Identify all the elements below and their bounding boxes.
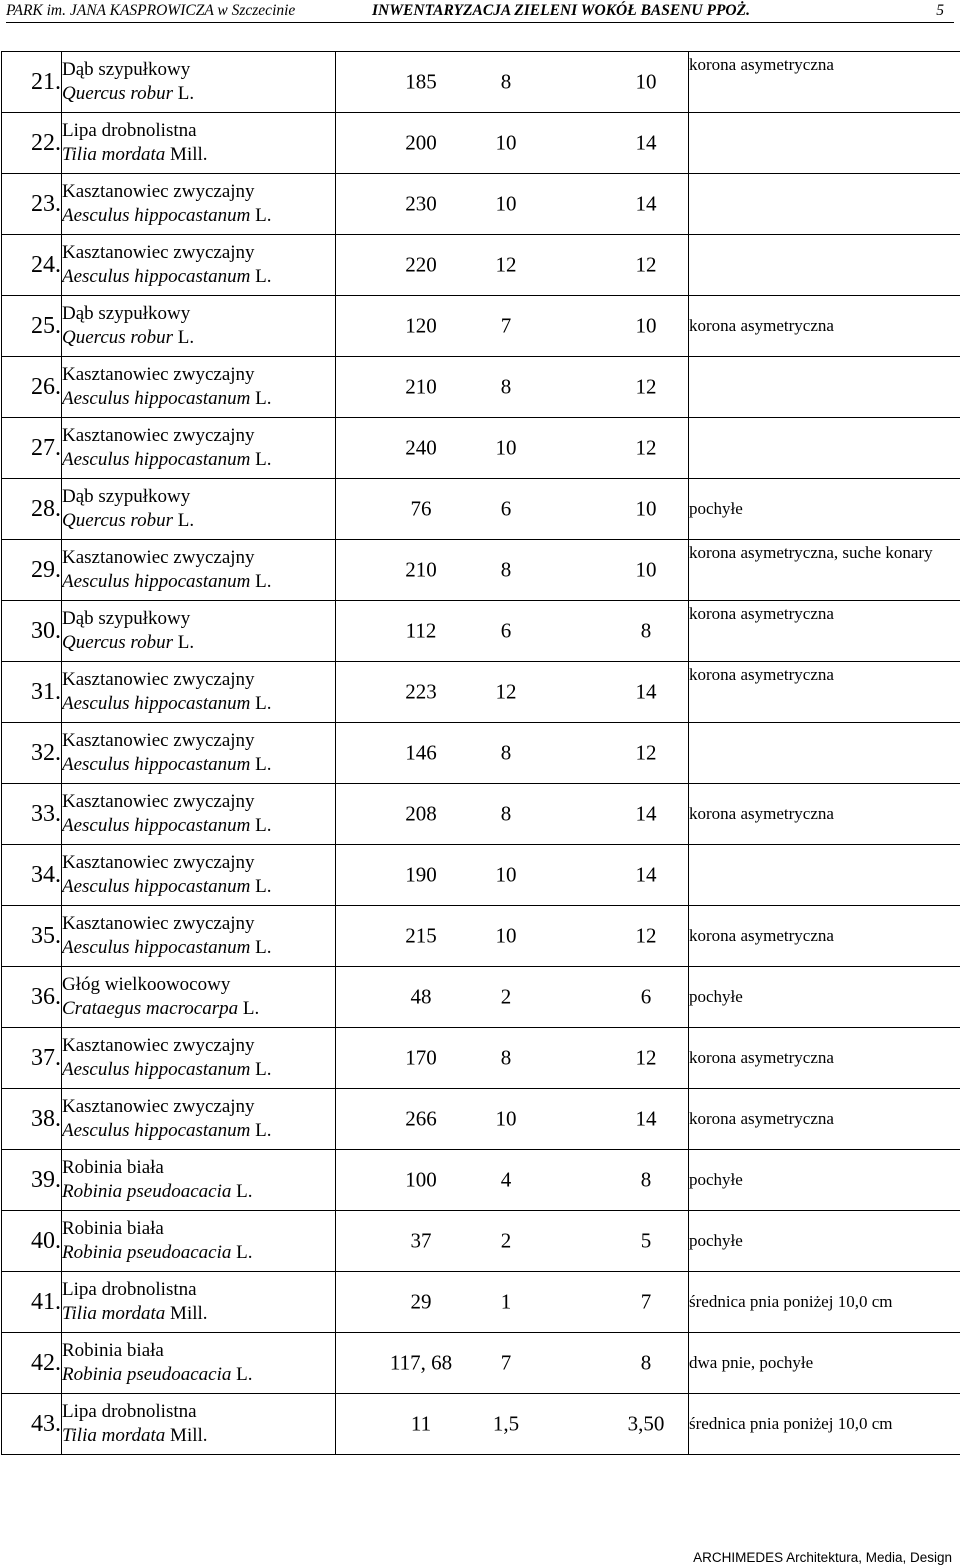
species-cell [62, 906, 336, 967]
species-polish-name: Kasztanowiec zwyczajny [62, 181, 255, 202]
species-latin-name [62, 1363, 335, 1387]
species-polish-name: Dąb szypułkowy [62, 59, 191, 80]
measurements-cell [336, 1150, 689, 1211]
species-cell [62, 1211, 336, 1272]
species-latin-binomial: Robinia pseudoacacia [62, 1181, 232, 1202]
tree-number: 24. [2, 235, 62, 296]
species-author: L. [255, 449, 272, 470]
species-author: L. [255, 1120, 272, 1141]
species-author: L. [255, 266, 272, 287]
species-author: L. [177, 632, 195, 653]
species-latin-name [62, 265, 335, 289]
species-latin-binomial: Quercus robur [62, 327, 174, 348]
table-row [2, 235, 960, 296]
table-row [2, 418, 960, 479]
species-latin-binomial: Aesculus hippocastanum [62, 449, 251, 470]
species-latin-binomial: Quercus robur [62, 632, 174, 653]
measurements-cell [336, 1272, 689, 1333]
remarks: dwa pnie, pochyłe [689, 1333, 960, 1394]
remarks: średnica pnia poniżej 10,0 cm [689, 1272, 960, 1333]
trunk-circumference: 112 [405, 618, 437, 643]
species-author: L. [255, 571, 272, 592]
crown-diameter: 10 [495, 435, 517, 460]
crown-diameter: 10 [495, 862, 517, 887]
remarks: pochyłe [689, 1211, 960, 1272]
table-row [2, 662, 960, 723]
species-polish-name: Robinia biała [62, 1340, 164, 1361]
species-cell [62, 540, 336, 601]
species-polish-name: Lipa drobnolistna [62, 1401, 197, 1422]
species-author: L. [255, 815, 272, 836]
crown-diameter: 10 [495, 1106, 517, 1131]
species-author: L. [255, 693, 272, 714]
crown-diameter: 1 [500, 1289, 512, 1314]
species-author: Mill. [170, 1425, 208, 1446]
species-cell [62, 1394, 336, 1455]
species-latin-name [62, 448, 335, 472]
tree-number: 27. [2, 418, 62, 479]
remarks: średnica pnia poniżej 10,0 cm [689, 1394, 960, 1455]
species-latin-binomial: Aesculus hippocastanum [62, 876, 251, 897]
species-author: Mill. [170, 1303, 208, 1324]
crown-diameter: 2 [500, 984, 512, 1009]
species-latin-name [62, 1424, 335, 1448]
species-polish-name: Kasztanowiec zwyczajny [62, 852, 255, 873]
measurements-cell [336, 418, 689, 479]
species-latin-binomial: Tilia mordata [62, 144, 166, 165]
tree-number: 23. [2, 174, 62, 235]
species-latin-name [62, 631, 335, 655]
tree-height: 14 [635, 130, 657, 155]
tree-height: 14 [635, 862, 657, 887]
species-cell [62, 1028, 336, 1089]
species-polish-name: Kasztanowiec zwyczajny [62, 547, 255, 568]
species-cell [62, 113, 336, 174]
tree-number: 33. [2, 784, 62, 845]
remarks [689, 174, 960, 235]
species-latin-name [62, 326, 335, 350]
tree-height: 14 [635, 191, 657, 216]
species-author: L. [242, 998, 260, 1019]
tree-number: 41. [2, 1272, 62, 1333]
measurements-cell [336, 723, 689, 784]
remarks [689, 418, 960, 479]
species-polish-name: Lipa drobnolistna [62, 1279, 197, 1300]
measurements-cell [336, 662, 689, 723]
species-polish-name: Kasztanowiec zwyczajny [62, 1096, 255, 1117]
species-polish-name: Kasztanowiec zwyczajny [62, 425, 255, 446]
measurements-cell [336, 52, 689, 113]
table-row [2, 113, 960, 174]
remarks: korona asymetryczna [689, 784, 960, 845]
species-latin-name [62, 1058, 335, 1082]
species-author: L. [177, 83, 195, 104]
measurements-cell [336, 174, 689, 235]
measurements-cell [336, 1394, 689, 1455]
measurements-cell [336, 845, 689, 906]
tree-number: 42. [2, 1333, 62, 1394]
crown-diameter: 12 [495, 679, 517, 704]
species-author: L. [255, 937, 272, 958]
tree-height: 7 [640, 1289, 652, 1314]
tree-number: 22. [2, 113, 62, 174]
trunk-circumference: 240 [405, 435, 437, 460]
crown-diameter: 6 [500, 618, 512, 643]
remarks: korona asymetryczna [689, 1089, 960, 1150]
remarks: korona asymetryczna [689, 296, 960, 357]
table-row [2, 845, 960, 906]
species-author: L. [255, 876, 272, 897]
species-author: L. [236, 1181, 253, 1202]
tree-number: 31. [2, 662, 62, 723]
tree-height: 10 [635, 69, 657, 94]
measurements-cell [336, 1028, 689, 1089]
measurements-cell [336, 479, 689, 540]
species-latin-binomial: Aesculus hippocastanum [62, 1059, 251, 1080]
crown-diameter: 7 [500, 1350, 512, 1375]
tree-height: 8 [640, 1350, 652, 1375]
tree-height: 14 [635, 1106, 657, 1131]
tree-height: 6 [640, 984, 652, 1009]
table-row [2, 357, 960, 418]
remarks: korona asymetryczna, suche konary [689, 540, 960, 601]
species-cell [62, 845, 336, 906]
species-polish-name: Kasztanowiec zwyczajny [62, 791, 255, 812]
trunk-circumference: 37 [410, 1228, 432, 1253]
species-latin-binomial: Aesculus hippocastanum [62, 937, 251, 958]
species-latin-name [62, 387, 335, 411]
species-cell [62, 357, 336, 418]
crown-diameter: 8 [500, 740, 512, 765]
species-polish-name: Robinia biała [62, 1218, 164, 1239]
species-latin-binomial: Aesculus hippocastanum [62, 388, 251, 409]
species-polish-name: Dąb szypułkowy [62, 486, 191, 507]
table-row [2, 601, 960, 662]
crown-diameter: 2 [500, 1228, 512, 1253]
species-latin-name [62, 1241, 335, 1265]
measurements-cell [336, 601, 689, 662]
measurements-cell [336, 540, 689, 601]
measurements-cell [336, 357, 689, 418]
species-cell [62, 723, 336, 784]
table-row [2, 1211, 960, 1272]
table-row [2, 1333, 960, 1394]
tree-height: 14 [635, 801, 657, 826]
species-latin-name [62, 875, 335, 899]
footer-company: ARCHIMEDES Architektura, Media, Design [693, 1550, 952, 1565]
remarks [689, 357, 960, 418]
trunk-circumference: 200 [405, 130, 437, 155]
species-polish-name: Kasztanowiec zwyczajny [62, 364, 255, 385]
species-cell [62, 1089, 336, 1150]
tree-number: 40. [2, 1211, 62, 1272]
species-cell [62, 967, 336, 1028]
crown-diameter: 8 [500, 1045, 512, 1070]
measurements-cell [336, 1089, 689, 1150]
species-latin-name [62, 204, 335, 228]
tree-inventory-table [1, 51, 960, 1455]
table-row [2, 1150, 960, 1211]
trunk-circumference: 210 [405, 374, 437, 399]
species-latin-binomial: Aesculus hippocastanum [62, 266, 251, 287]
species-latin-binomial: Aesculus hippocastanum [62, 693, 251, 714]
species-author: L. [255, 205, 272, 226]
tree-height: 12 [635, 740, 657, 765]
species-polish-name: Dąb szypułkowy [62, 608, 191, 629]
species-author: L. [255, 1059, 272, 1080]
tree-height: 8 [640, 618, 652, 643]
species-cell [62, 784, 336, 845]
trunk-circumference: 210 [405, 557, 437, 582]
crown-diameter: 6 [500, 496, 512, 521]
trunk-circumference: 29 [410, 1289, 432, 1314]
measurements-cell [336, 235, 689, 296]
trunk-circumference: 76 [410, 496, 432, 521]
crown-diameter: 4 [500, 1167, 512, 1192]
remarks: pochyłe [689, 967, 960, 1028]
table-row [2, 479, 960, 540]
trunk-circumference: 215 [405, 923, 437, 948]
species-latin-name [62, 1119, 335, 1143]
species-polish-name: Głóg wielkoowocowy [62, 974, 231, 995]
species-latin-binomial: Robinia pseudoacacia [62, 1364, 232, 1385]
trunk-circumference: 117, 68 [389, 1350, 453, 1375]
species-polish-name: Robinia biała [62, 1157, 164, 1178]
trunk-circumference: 11 [410, 1411, 432, 1436]
species-cell [62, 52, 336, 113]
species-author: L. [236, 1364, 253, 1385]
trunk-circumference: 146 [405, 740, 437, 765]
crown-diameter: 10 [495, 130, 517, 155]
crown-diameter: 8 [500, 801, 512, 826]
species-author: Mill. [170, 144, 208, 165]
header-park-name: PARK im. JANA KASPROWICZA w Szczecinie [6, 2, 296, 19]
species-polish-name: Kasztanowiec zwyczajny [62, 913, 255, 934]
species-cell [62, 296, 336, 357]
page-header [6, 0, 954, 23]
species-latin-binomial: Quercus robur [62, 510, 174, 531]
table-row [2, 540, 960, 601]
species-cell [62, 235, 336, 296]
crown-diameter: 7 [500, 313, 512, 338]
species-latin-name [62, 143, 335, 167]
tree-height: 12 [635, 923, 657, 948]
crown-diameter: 12 [495, 252, 517, 277]
measurements-cell [336, 906, 689, 967]
table-row [2, 1089, 960, 1150]
measurements-cell [336, 296, 689, 357]
tree-height: 12 [635, 252, 657, 277]
species-cell [62, 174, 336, 235]
tree-number: 30. [2, 601, 62, 662]
remarks: korona asymetryczna [689, 662, 960, 723]
species-polish-name: Dąb szypułkowy [62, 303, 191, 324]
trunk-circumference: 170 [405, 1045, 437, 1070]
species-polish-name: Kasztanowiec zwyczajny [62, 730, 255, 751]
table-row [2, 296, 960, 357]
remarks: korona asymetryczna [689, 601, 960, 662]
crown-diameter: 8 [500, 374, 512, 399]
species-cell [62, 1272, 336, 1333]
tree-height: 10 [635, 557, 657, 582]
tree-height: 5 [640, 1228, 652, 1253]
tree-number: 37. [2, 1028, 62, 1089]
trunk-circumference: 190 [405, 862, 437, 887]
tree-number: 38. [2, 1089, 62, 1150]
remarks: pochyłe [689, 1150, 960, 1211]
species-cell [62, 662, 336, 723]
species-author: L. [236, 1242, 253, 1263]
table-row [2, 52, 960, 113]
remarks [689, 723, 960, 784]
tree-number: 26. [2, 357, 62, 418]
trunk-circumference: 185 [405, 69, 437, 94]
species-latin-name [62, 570, 335, 594]
tree-number: 28. [2, 479, 62, 540]
species-latin-binomial: Robinia pseudoacacia [62, 1242, 232, 1263]
measurements-cell [336, 967, 689, 1028]
table-row [2, 906, 960, 967]
header-document-title: INWENTARYZACJA ZIELENI WOKÓŁ BASENU PPOŻ. [372, 2, 750, 19]
trunk-circumference: 220 [405, 252, 437, 277]
tree-height: 12 [635, 435, 657, 460]
crown-diameter: 1,5 [492, 1411, 520, 1436]
table-row [2, 1394, 960, 1455]
tree-number: 34. [2, 845, 62, 906]
tree-number: 39. [2, 1150, 62, 1211]
species-latin-binomial: Aesculus hippocastanum [62, 571, 251, 592]
species-author: L. [177, 510, 195, 531]
measurements-cell [336, 1211, 689, 1272]
trunk-circumference: 120 [405, 313, 437, 338]
species-latin-name [62, 997, 335, 1021]
remarks: pochyłe [689, 479, 960, 540]
tree-height: 14 [635, 679, 657, 704]
species-latin-name [62, 82, 335, 106]
tree-height: 12 [635, 1045, 657, 1070]
species-latin-binomial: Crataegus macrocarpa [62, 998, 239, 1019]
tree-height: 3,50 [627, 1411, 665, 1436]
trunk-circumference: 208 [405, 801, 437, 826]
table-row [2, 967, 960, 1028]
species-cell [62, 479, 336, 540]
crown-diameter: 10 [495, 923, 517, 948]
tree-number: 36. [2, 967, 62, 1028]
species-latin-name [62, 1302, 335, 1326]
species-latin-name [62, 509, 335, 533]
species-latin-binomial: Tilia mordata [62, 1425, 166, 1446]
tree-height: 8 [640, 1167, 652, 1192]
species-latin-binomial: Quercus robur [62, 83, 174, 104]
remarks: korona asymetryczna [689, 1028, 960, 1089]
species-latin-binomial: Aesculus hippocastanum [62, 1120, 251, 1141]
remarks: korona asymetryczna [689, 52, 960, 113]
tree-number: 35. [2, 906, 62, 967]
species-latin-name [62, 936, 335, 960]
species-polish-name: Kasztanowiec zwyczajny [62, 669, 255, 690]
trunk-circumference: 266 [405, 1106, 437, 1131]
measurements-cell [336, 784, 689, 845]
crown-diameter: 8 [500, 557, 512, 582]
tree-number: 29. [2, 540, 62, 601]
species-latin-name [62, 814, 335, 838]
species-latin-name [62, 692, 335, 716]
tree-height: 10 [635, 496, 657, 521]
remarks [689, 845, 960, 906]
table-row [2, 723, 960, 784]
tree-height: 10 [635, 313, 657, 338]
trunk-circumference: 100 [405, 1167, 437, 1192]
species-cell [62, 1333, 336, 1394]
trunk-circumference: 230 [405, 191, 437, 216]
tree-number: 43. [2, 1394, 62, 1455]
species-cell [62, 1150, 336, 1211]
table-row [2, 784, 960, 845]
species-cell [62, 601, 336, 662]
table-row [2, 1028, 960, 1089]
species-latin-binomial: Aesculus hippocastanum [62, 815, 251, 836]
tree-number: 32. [2, 723, 62, 784]
species-latin-name [62, 753, 335, 777]
species-author: L. [255, 754, 272, 775]
species-author: L. [177, 327, 195, 348]
remarks [689, 113, 960, 174]
crown-diameter: 8 [500, 69, 512, 94]
species-latin-name [62, 1180, 335, 1204]
table-row [2, 174, 960, 235]
species-latin-binomial: Aesculus hippocastanum [62, 205, 251, 226]
species-polish-name: Lipa drobnolistna [62, 120, 197, 141]
tree-height: 12 [635, 374, 657, 399]
species-latin-binomial: Tilia mordata [62, 1303, 166, 1324]
measurements-cell [336, 1333, 689, 1394]
crown-diameter: 10 [495, 191, 517, 216]
trunk-circumference: 223 [405, 679, 437, 704]
remarks: korona asymetryczna [689, 906, 960, 967]
species-polish-name: Kasztanowiec zwyczajny [62, 242, 255, 263]
species-author: L. [255, 388, 272, 409]
species-cell [62, 418, 336, 479]
measurements-cell [336, 113, 689, 174]
page-number: 5 [936, 2, 944, 19]
trunk-circumference: 48 [410, 984, 432, 1009]
remarks [689, 235, 960, 296]
tree-number: 21. [2, 52, 62, 113]
tree-number: 25. [2, 296, 62, 357]
species-polish-name: Kasztanowiec zwyczajny [62, 1035, 255, 1056]
species-latin-binomial: Aesculus hippocastanum [62, 754, 251, 775]
table-row [2, 1272, 960, 1333]
